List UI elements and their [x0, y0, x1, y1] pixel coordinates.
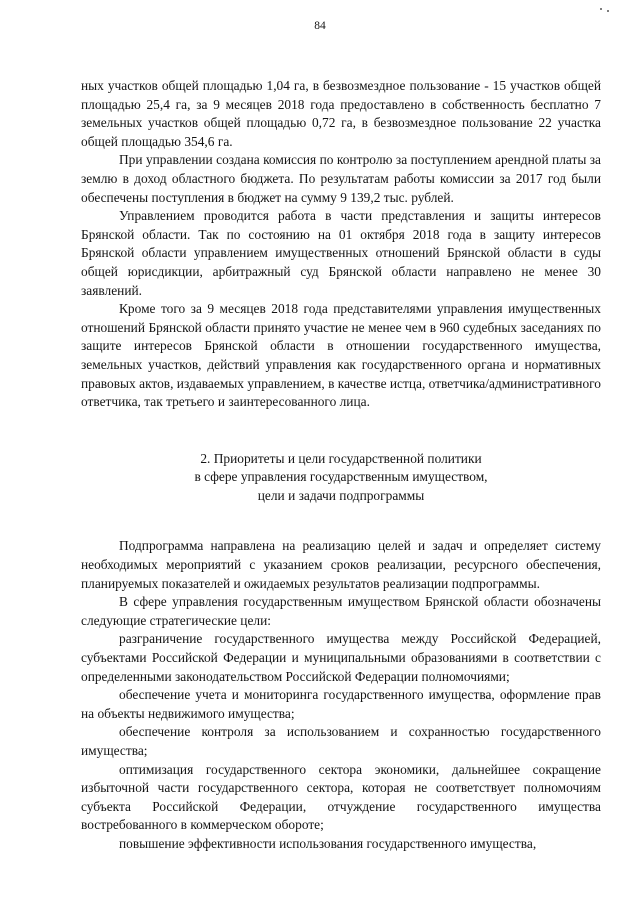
paragraph-subprogram-purpose: Подпрограмма направлена на реализацию целей и задач и определяет систему необходимых мероприятий с указанием сроков реализации, ресурсного обеспечения, планируемых показателей и ожидаемых результатов реализации подпрограммы. — [81, 538, 601, 591]
page-number: 84 — [314, 20, 326, 32]
section-heading-line-3: цели и задачи подпрограммы — [257, 487, 425, 503]
goal-delimitation: разграничение государственного имущества между Российской Федерацией, субъектами Российской Федерации и муниципальными образованиями в соответствии с определенными законодательством Российской Федерации полномочиями; — [81, 631, 601, 684]
goal-efficiency-increase: повышение эффективности использования государственного имущества, — [119, 835, 537, 851]
paragraph-strategic-goals-intro: В сфере управления государственным имуществом Брянской области обозначены следующие стратегические цели: — [81, 594, 601, 628]
goal-sector-optimization: оптимизация государственного сектора экономики, дальнейшее сокращение избыточной части государственного сектора, которая не соответствует полномочиям субъекта Российской Федерации, отчуждение государственного имущества востребованного в коммерческом обороте; — [81, 761, 601, 833]
paragraph-land-plots: ных участков общей площадью 1,04 га, в безвозмездное пользование - 15 участков общей площадью 25,4 га, за 9 месяцев 2018 года предоставлено в собственность бесплатно 7 земельных участков общей площадью 0,72 га, в безвозмездное пользование 22 участка общей площадью 354,6 га. — [81, 78, 601, 149]
paragraph-legal-protection: Управлением проводится работа в части представления и защиты интересов Брянской области. Так по состоянию на 01 октября 2018 года в защиту интересов Брянской области управлением имущественных отношений Брянской области в суды общей юрисдикции, арбитражный суд Брянской области направлено не менее 30 заявлений. — [81, 208, 601, 298]
goal-accounting-monitoring: обеспечение учета и мониторинга государственного имущества, оформление прав на объекты недвижимого имущества; — [81, 687, 601, 721]
scan-speck — [600, 8, 602, 10]
section-heading-line-1: 2. Приоритеты и цели государственной политики — [200, 450, 482, 466]
document-body — [81, 77, 601, 854]
section-heading-line-2: в сфере управления государственным имуществом, — [194, 469, 488, 485]
paragraph-rent-commission: При управлении создана комиссия по контролю за поступлением арендной платы за землю в доход областного бюджета. По результатам работы комиссии за 2017 год были обеспечены поступления в бюджет на сумму 9 139,2 тыс. рублей. — [81, 152, 601, 205]
paragraph-court-sessions: Кроме того за 9 месяцев 2018 года представителями управления имущественных отношений Брянской области принято участие не менее чем в 960 судебных заседаниях по защите интересов Брянской области в отношении государственного имущества, земельных участков, действий управления как государственного органа и нормативных правовых актов, издаваемых управлением, в качестве истца, ответчика/административного ответчика, так третьего и заинтересованного лица. — [81, 301, 601, 410]
scan-speck — [607, 10, 609, 12]
section-heading — [81, 450, 601, 506]
goal-usage-control: обеспечение контроля за использованием и сохранностью государственного имущества; — [81, 724, 601, 758]
